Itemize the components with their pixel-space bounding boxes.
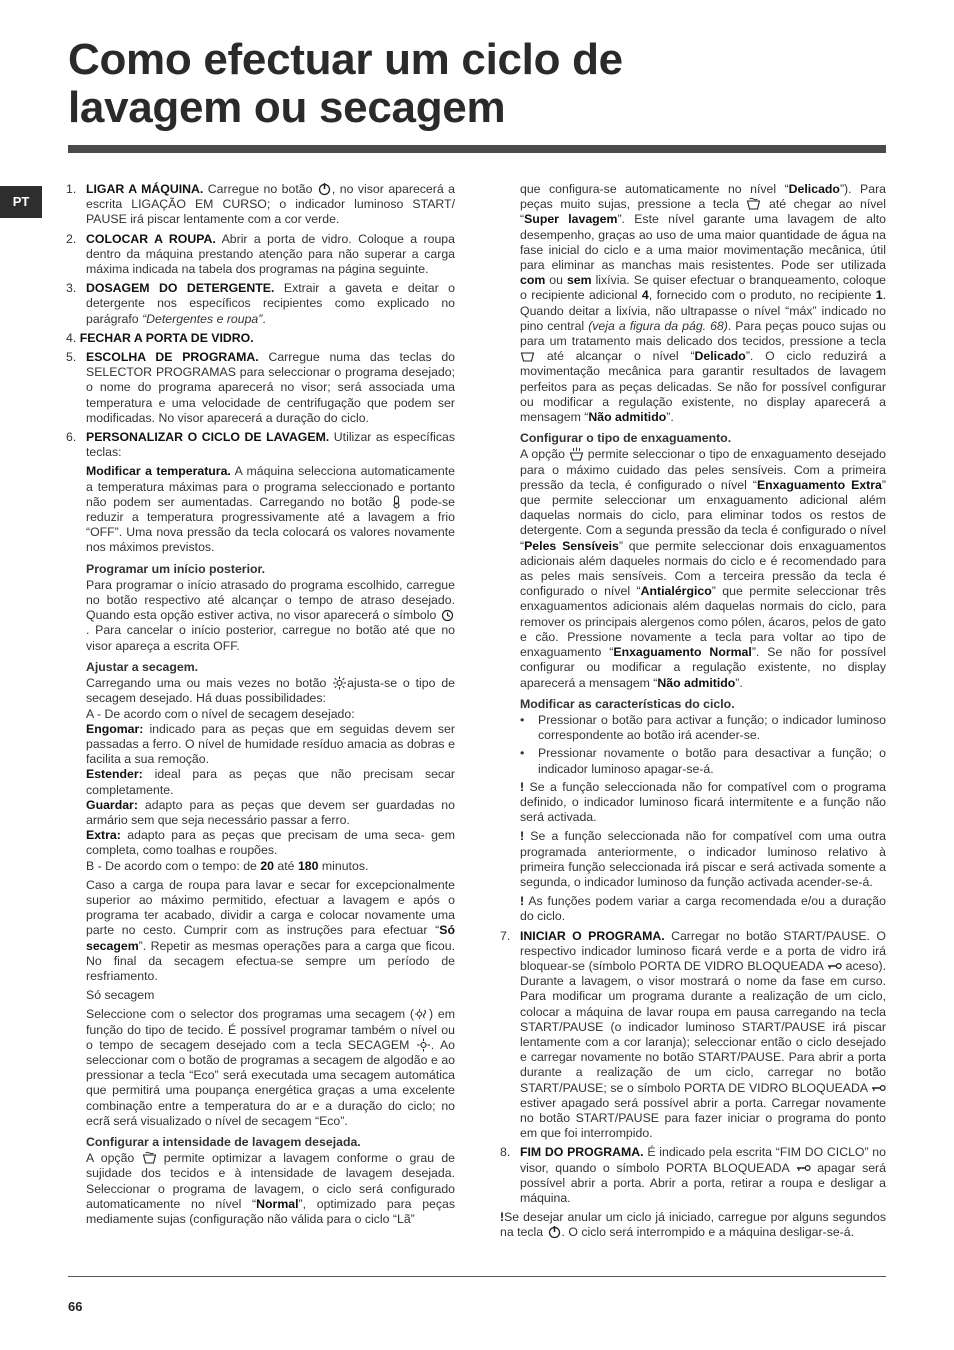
- wash-intensity-icon: [746, 197, 761, 211]
- temperature-section: Modificar a temperatura. A máquina selecciona automaticamente a temperatura máximas para o programa seleccionado e portanto não podem ser aumentadas. Carregando no botão pode-se reduzir a temperatura progressivamente até a lavagem a frio “OFF”. Uma nova pressão da tecla colocará os valores novamente nos máximos previstos.: [86, 464, 455, 555]
- warning-3: ! As funções podem variar a carga recomendada e/ou a duração do ciclo.: [520, 894, 886, 924]
- list-item: • Pressionar o botão para activar a função; o indicador luminoso correspondente ao botão irá acender-se.: [500, 713, 886, 743]
- list-item: • Pressionar novamente o botão para desactivar a função; o indicador luminoso apagar-se-á.: [500, 746, 886, 776]
- only-dry-heading: Só secagem: [86, 988, 155, 1003]
- rinse-section: A opção permite seleccionar o tipo de enxaguamento desejado para o máximo cuidado das peles sensíveis. Com a primeira pressão da tecla, é configurado o nível “Enxaguamento Extra” que permite seleccionar um enxaguamento adicional além daquelas normais do ciclo, para eliminar todos os restos de detergente. Com a segunda pressão da tecla é configurado o nível “Peles Sensíveis” que permite seleccionar dois enxaguamentos adicionais além daqueles normais do ciclo e é recomendado para as peles mais sensíveis. Com a terceira pressão da tecla é configurado o nível “Antialérgico” que permite seleccionar três enxaguamentos adicionais além daquelas normais do ciclo, para remover os principais alergenos como pólen, ácaros, pelos de gato e cão. Pressione novamente a tecla para voltar ao tipo de enxaguamento “Enxaguamento Normal”. Se não for possível configurar ou modificar a regulação existente, no display aparecerá a mensagem “Não admitido”.: [520, 447, 887, 690]
- door-lock-key-icon: [871, 1081, 886, 1095]
- thermometer-icon: [389, 495, 404, 509]
- modify-heading: Modificar as características do ciclo.: [520, 696, 735, 711]
- step-8: 8. FIM DO PROGRAMA. É indicado pela escrita “FIM DO CICLO” no visor, quando o símbolo PORTA BLOQUEADA apagar será possível abrir a porta. Abrir a porta, retirar a roupa e desligar a máquina.: [500, 1145, 886, 1205]
- power-icon: [317, 182, 332, 196]
- warning-1: ! Se a função seleccionada não for compatível com o programa definido, o indicador luminoso ficará intermitente e a função não será activada.: [520, 779, 887, 825]
- rinse-icon: [569, 447, 584, 461]
- intensity-section: A opção permite optimizar a lavagem conforme o grau de sujidade dos tecidos e à intensidade de lavagem desejada. Seleccionar o programa de lavagem, o ciclo será configurado automaticamente no nível “Normal”, optimizado para peças mediamente sujas (configuração não válida para o ciclo “Lã”: [86, 1151, 456, 1226]
- title-rule: [68, 145, 886, 153]
- step-7: 7. INICIAR O PROGRAMA. Carregar no botão START/PAUSE. O respectivo indicador luminoso ficará verde e a porta de vidro irá bloquear-se (símbolo PORTA DE VIDRO BLOQUEADA aceso). Durante a lavagem, o visor mostrará o nome da fase em curso. Para modificar um programa durante a realização de um ciclo, colocar a máquina de lavar roupa em pausa carregando na tecla START/PAUSE (o indicador luminoso START/PAUSE irá piscar lentamente com a cor laranja); seleccionar então o ciclo desejado e carregar novamente no botão START/PAUSE. Para abrir a porta durante a realização de um ciclo, carregar no botão START/PAUSE; se o símbolo PORTA DE VIDRO BLOQUEADA estiver apagado será possível abrir a porta. Carregar novamente no botão START/PAUSE para fazer iniciar o programa do ponto em que foi interrompido.: [500, 928, 886, 1141]
- dry-program-icon: [414, 1007, 429, 1021]
- warning-2: ! Se a função seleccionada não for compatível com uma outra programada anteriormente, o indicador luminoso relativo à primeira função seleccionada irá piscar e será activada somente a segunda, o indicador luminoso da função activada acender-se-á.: [520, 829, 886, 889]
- page-title: Como efectuar um ciclo de lavagem ou secagem: [68, 35, 623, 132]
- footer-rule: [68, 1276, 886, 1277]
- intensity-continued: que configura-se automaticamente no nível “Delicado”). Para peças muito sujas, pressione a tecla até chegar ao nível “Super lavagem”. Este nível garante uma lavagem de alto desempenho, graças ao uso de uma maior quantidade de água na fase inicial do ciclo e a uma maior movimentação mecânica, útil para eliminar as manchas mais resistentes. Pode ser utilizada com ou sem lixívia. Se quiser efectuar o branqueamento, coloque o recipiente adicional 4, fornecido com o produto, no recipiente 1. Quando deitar a lixívia, não ultrapasse o nível “máx” indicado no pino central (veja a figura da pág. 68). Para peças pouco sujas ou para um tratamento mais delicado dos tecidos, pressione a tecla até alcançar o nível “Delicado”. O ciclo reduzirá a movimentação mecânica para garantir resultados de lavagem perfeitos para as peças delicadas. Se não for possível configurar ou modificar a regulação existente, no display aparecerá a mensagem “Não admitido”.: [520, 182, 887, 425]
- step-6: 6. PERSONALIZAR O CICLO DE LAVAGEM. Utilizar as específicas teclas:: [66, 430, 455, 460]
- delay-timer-icon: [440, 608, 455, 622]
- left-column: [66, 182, 455, 1231]
- dry-sun-icon: [332, 676, 347, 690]
- page-number: 66: [68, 1299, 83, 1314]
- wash-intensity-icon: [142, 1151, 157, 1165]
- power-icon: [547, 1225, 562, 1239]
- excess-load-note: Caso a carga de roupa para lavar e secar for excepcionalmente superior ao máximo permitido, efectuar a lavagem e após o programa ter acabado, dividir a carga e colocar novamente uma parte no cesto. Cumprir com as instruções para efectuar “Só secagem”. Repetir as mesmas operações para a carga que ficou. No final da secagem efectua-se sempre um período de resfriamento.: [86, 877, 455, 983]
- step-2: 2. COLOCAR A ROUPA. Abrir a porta de vidro. Coloque a roupa dentro da máquina prestando atenção para não superar a carga máxima indicada na tabela dos programas na página seguinte.: [66, 231, 455, 277]
- step-5: 5. ESCOLHA DE PROGRAMA. Carregue numa das teclas do SELECTOR PROGRAMAS para seleccionar o programa desejado; o nome do programa aparecerá no visor; será associada uma temperatura e uma velocidade de centrifugação que podem ser modificadas. No visor aparecerá a duração do ciclo.: [66, 350, 456, 425]
- door-lock-key-icon: [827, 959, 842, 973]
- delay-section: Para programar o início atrasado do programa escolhido, carregue no botão respectivo até alcançar o tempo de atraso desejado. Quando esta opção estiver activa, no visor aparecerá o símbolo . Para cancelar o início posterior, carregue no botão até que no visor apareça a escrita OFF.: [86, 577, 455, 653]
- delay-heading: Programar um início posterior.: [86, 561, 266, 576]
- rinse-heading: Configurar o tipo de enxaguamento.: [520, 431, 732, 446]
- step-4: 4. FECHAR A PORTA DE VIDRO.: [66, 330, 254, 345]
- step-3: 3. DOSAGEM DO DETERGENTE. Extrair a gaveta e deitar o detergente nos específicos recipientes como explicado no parágrafo “Detergentes e roupa”.: [66, 281, 455, 326]
- cancel-cycle-note: !Se desejar anular um ciclo já iniciado, carregue por alguns segundos na tecla . O ciclo será interrompido e a máquina desligar-se-á.: [500, 1210, 886, 1240]
- right-column: [500, 182, 886, 1245]
- dry-section: Carregando uma ou mais vezes no botão ajusta-se o tipo de secagem desejado. Há duas possibilidades: A - De acordo com o nível de secagem desejado: Engomar: indicado para as peças que em seguidas devem ser passadas a ferro. O nível de humidade resíduo amacia as dobras e facilita a sua remoção. Estender: ideal para as peças que não precisam secar completamente. Guardar: adapto para as peças que devem ser guardadas no armário sem que seja necessário passar a ferro. Extra: adapto para as peças que precisam de uma seca- gem completa, como toalhas e roupões. B - De acordo com o tempo: de 20 até 180 minutos.: [86, 676, 456, 873]
- dry-heading: Ajustar a secagem.: [86, 659, 199, 674]
- door-lock-key-icon: [796, 1161, 811, 1175]
- language-tab: PT: [0, 186, 42, 218]
- dry-sun-icon: [416, 1038, 431, 1052]
- intensity-heading: Configurar a intensidade de lavagem desejada.: [86, 1134, 361, 1149]
- wash-intensity-icon: [520, 349, 535, 363]
- only-dry-section: Seleccione com o selector dos programas uma secagem ( ) em função do tipo de tecido. É possível programar também o nível ou o tempo de secagem desejado com a tecla SECAGEM . Ao seleccionar com o botão de programas a secagem de algodão e ao pressionar a tecla “Eco” será executada uma secagem automática que permitirá uma poupança energética graças a uma excelente combinação entre a temperatura do ar e a duração do ciclo; no ecrã será visualizado o nível de secagem “Eco”.: [86, 1007, 455, 1128]
- step-1: 1. LIGAR A MÁQUINA. Carregue no botão , no visor aparecerá a escrita LIGAÇÃO EM CURSO; o indicador luminoso START/ PAUSE irá piscar lentamente com a cor verde.: [66, 182, 455, 227]
